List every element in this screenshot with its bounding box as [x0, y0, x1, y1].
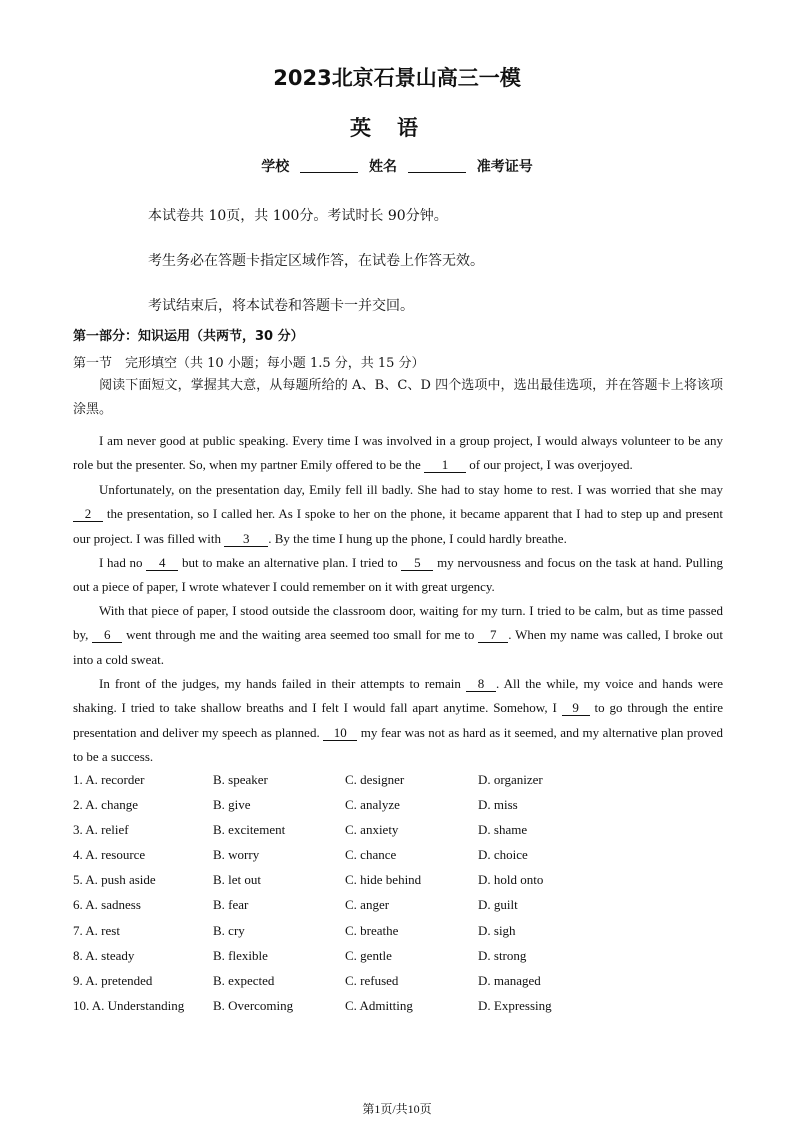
option-b: B. speaker — [213, 772, 268, 787]
name-field[interactable] — [408, 158, 466, 173]
option-b: B. let out — [213, 872, 262, 888]
option-d: D. managed — [478, 972, 541, 988]
option-row-8 — [73, 944, 673, 969]
blank-4: 4 — [146, 555, 178, 571]
blank-2: 2 — [73, 506, 103, 522]
option-row-7 — [73, 919, 673, 944]
exam-title: 2023北京石景山高三一模 — [273, 66, 521, 90]
blank-10: 10 — [323, 725, 357, 741]
option-row-2 — [73, 793, 673, 818]
option-row-5 — [73, 868, 673, 893]
name-label: 姓名 — [369, 159, 397, 175]
passage-paragraph-5 — [73, 672, 723, 769]
option-d: D. shame — [478, 822, 528, 838]
blank-9: 9 — [562, 700, 590, 716]
option-d: D. sigh — [478, 922, 516, 938]
option-row-10 — [73, 994, 673, 1019]
school-label: 学校 — [261, 159, 290, 175]
option-b: B. give — [213, 797, 251, 813]
part1-title: 第一部分：知识运用（共两节，30 分） — [73, 329, 304, 344]
option-d: D. organizer — [478, 772, 543, 787]
blank-3: 3 — [224, 531, 268, 547]
student-info-line — [0, 156, 794, 176]
blank-6: 6 — [92, 627, 122, 643]
option-a: 5. A. push aside — [73, 872, 156, 888]
blank-1: 1 — [424, 457, 466, 473]
option-row-1 — [73, 768, 673, 793]
option-c: C. designer — [345, 772, 405, 787]
passage-text: of our project, I was overjoyed. — [466, 457, 633, 473]
option-c: C. refused — [345, 972, 399, 988]
option-c: C. anxiety — [345, 822, 399, 838]
option-d: D. guilt — [478, 897, 518, 913]
option-c: C. hide behind — [345, 872, 422, 888]
passage-paragraph-1 — [73, 429, 723, 478]
passage-text: I had no — [99, 555, 147, 570]
option-a: 10. A. Understanding — [73, 997, 185, 1013]
section1-title: 第一节 完形填空（共 10 小题；每小题 1.5 分，共 15 分） — [73, 356, 425, 371]
option-a: 4. A. resource — [73, 847, 146, 863]
option-row-3 — [73, 818, 673, 843]
school-field[interactable] — [300, 158, 358, 173]
option-d: D. choice — [478, 847, 528, 863]
option-a: 6. A. sadness — [73, 897, 141, 913]
option-b: B. expected — [213, 972, 275, 988]
option-c: C. breathe — [345, 922, 399, 938]
option-b: B. Overcoming — [213, 997, 294, 1013]
passage-text: . By the time I hung up the phone, I could hardly breathe. — [268, 530, 567, 546]
option-d: D. hold onto — [478, 872, 544, 888]
option-row-9 — [73, 969, 673, 994]
passage-text: went through me and the waiting area seemed too small for me to — [122, 627, 479, 643]
option-c: C. Admitting — [345, 997, 413, 1013]
passage-text: my fear was not as hard as it seemed, and my alternative plan proved to be a success. — [73, 724, 723, 764]
option-row-4 — [73, 843, 673, 868]
options-list — [73, 768, 673, 1019]
option-b: B. flexible — [213, 947, 268, 963]
option-c: C. analyze — [345, 797, 400, 813]
subject-title: 英语 — [350, 116, 444, 140]
passage-text: Unfortunately, on the presentation day, Emily fell ill badly. She had to stay home to rest. I was worried that she may — [99, 482, 723, 497]
option-a: 1. A. recorder — [73, 772, 145, 787]
option-d: D. Expressing — [478, 997, 552, 1013]
blank-8: 8 — [466, 676, 496, 692]
blank-7: 7 — [478, 627, 508, 643]
passage-text: . When my name was called, I broke out into a cold sweat. — [73, 627, 723, 667]
option-b: B. fear — [213, 897, 249, 913]
passage-paragraph-4 — [73, 599, 723, 672]
exam-id-label: 准考证号 — [476, 159, 533, 175]
instructions-text: 阅读下面短文，掌握其大意，从每题所给的 A、B、C、D 四个选项中，选出最佳选项，并在答题卡上将该项涂黑。 — [73, 378, 723, 418]
passage-text: but to make an alternative plan. I tried to — [178, 555, 402, 570]
notice-answer-sheet: 考生务必在答题卡指定区域作答，在试卷上作答无效。 — [148, 253, 484, 269]
option-c: C. gentle — [345, 947, 392, 963]
passage-text: my nervousness and focus on the task at hand. Pulling out a piece of paper, I wrote whatever I could remember on it with great urgency. — [73, 555, 723, 595]
notice-pages: 本试卷共 10页，共 100分。考试时长 90分钟。 — [148, 208, 448, 224]
option-a: 2. A. change — [73, 797, 138, 813]
passage-text: to go through the entire presentation and deliver my speech as planned. — [73, 700, 723, 740]
option-b: B. cry — [213, 922, 245, 938]
passage-text: the presentation, so I called her. As I spoke to her on the phone, it became apparent that I had to step up and present our project. I was filled with — [73, 506, 723, 546]
option-a: 7. A. rest — [73, 922, 120, 938]
option-a: 9. A. pretended — [73, 972, 153, 988]
option-a: 3. A. relief — [73, 822, 129, 838]
passage-text: With that piece of paper, I stood outside the classroom door, waiting for my turn. I tried to be calm, but as time passed by, — [73, 603, 723, 643]
option-b: B. excitement — [213, 822, 286, 838]
option-d: D. strong — [478, 947, 527, 963]
notice-return: 考试结束后，将本试卷和答题卡一并交回。 — [148, 298, 414, 314]
passage-paragraph-2 — [73, 478, 723, 551]
blank-5: 5 — [401, 555, 433, 571]
option-c: C. anger — [345, 897, 390, 913]
passage-text: I am never good at public speaking. Every time I was involved in a group project, I would always volunteer to be any role but the presenter. So, when my partner Emily offered to be the — [73, 433, 723, 473]
page-footer: 第1页/共10页 — [362, 1102, 432, 1116]
option-c: C. chance — [345, 847, 397, 863]
instructions — [73, 374, 723, 423]
passage-paragraph-3 — [73, 551, 723, 600]
option-d: D. miss — [478, 797, 518, 813]
passage-text: . All the while, my voice and hands were shaking. I tried to take shallow breaths and I felt I would fall apart anytime. Somehow, I — [73, 676, 723, 716]
passage-text: In front of the judges, my hands failed in their attempts to remain — [99, 676, 466, 691]
option-b: B. worry — [213, 847, 260, 863]
option-a: 8. A. steady — [73, 947, 135, 963]
option-row-6 — [73, 893, 673, 918]
